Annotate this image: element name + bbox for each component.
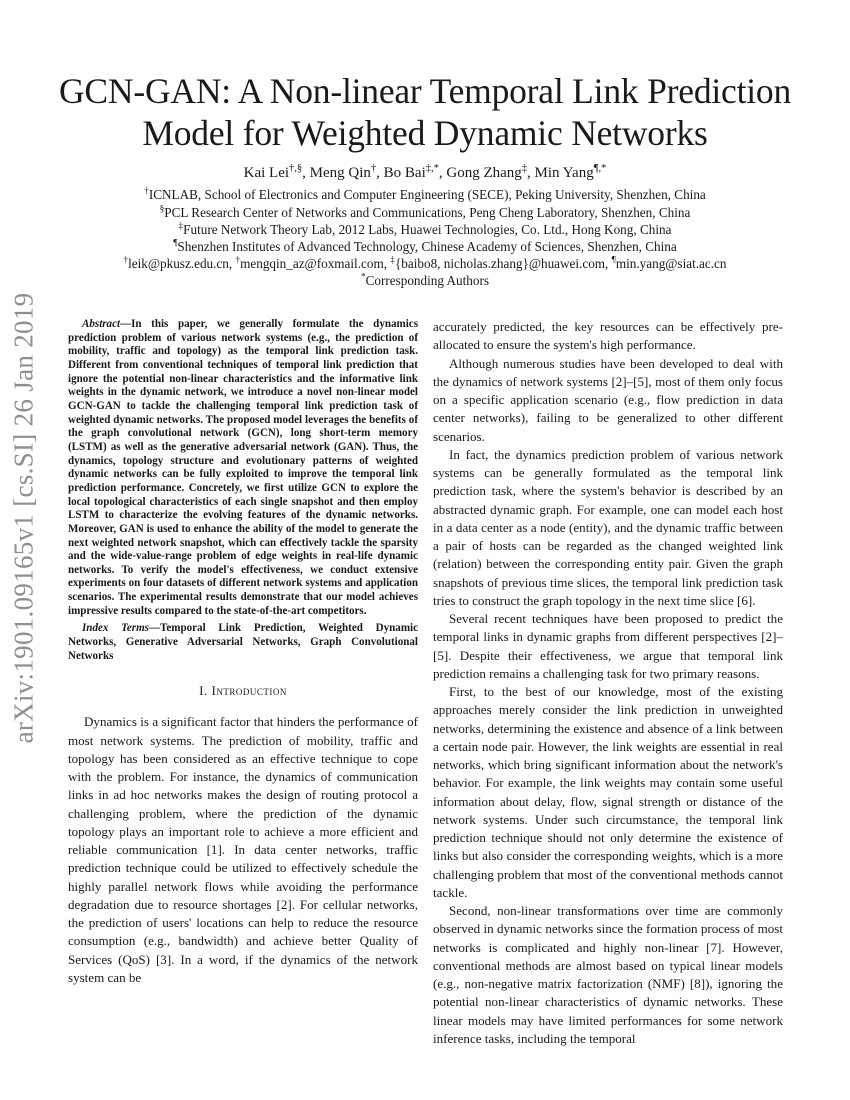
section-numeral: I. [199, 683, 212, 699]
abstract-text: —In this paper, we generally formulate the dynamics prediction problem of various network systems (e.g., the prediction of mobility, traffic and topology) as the temporal link prediction task. Different from conventional techniques of temporal link prediction that ignore the potential non-linear characteristics and the informative link weights in the dynamic network, we introduce a novel non-linear model GCN-GAN to tackle the challenging temporal link prediction task of weighted dynamic networks. The proposed model leverages the benefits of the graph convolutional network (GCN), long short-term memory (LSTM) as well as the generative adversarial network (GAN). Thus, the dynamics, topology structure and evolutionary patterns of weighted dynamic networks can be fully exploited to improve the temporal link prediction performance. Concretely, we first utilize GCN to explore the local topological characteristics of each single snapshot and then employ LSTM to characterize the evolving features of the dynamic networks. Moreover, GAN is used to enhance the ability of the model to generate the next weighted network snapshot, which can effectively tackle the sparsity and the wide-value-range problem of edge weights in real-life dynamic networks. To verify the model's effectiveness, we conduct extensive experiments on four datasets of different network systems and application scenarios. The experimental results demonstrate that our model achieves impressive results compared to the state-of-the-art competitors. [68, 318, 418, 617]
index-terms [68, 622, 418, 663]
email-address: {baibo8, nicholas.zhang}@huawei.com, [394, 256, 612, 271]
author-name: Bo Bai [383, 165, 426, 181]
affiliation-text: Shenzhen Institutes of Advanced Technology, Chinese Academy of Sciences, Shenzhen, China [177, 239, 677, 254]
affiliation-3 [60, 221, 790, 238]
affil-mark: ‡ [390, 254, 395, 265]
author-affil-mark: ¶,* [593, 163, 607, 174]
affil-mark: † [144, 185, 149, 196]
author-name: Gong Zhang [446, 165, 522, 181]
author-name: Min Yang [534, 165, 594, 181]
affil-mark: ¶ [611, 254, 616, 265]
right-column [433, 318, 783, 1048]
body-paragraph: Dynamics is a significant factor that hinders the performance of most network systems. The prediction of mobility, traffic and topology has been considered as an effective technique to cope with the problem. For instance, the dynamics of communication links in ad hoc networks makes the design of routing protocol a challenging problem, where the prediction of the dynamic topology plays an important role to achieve a more efficient and reliable communication [1]. In data center networks, traffic prediction technique could be utilized to effectively schedule the highly parallel network flows while avoiding the performance degradation due to resource shortages [2]. For cellular networks, the prediction of users' locations can help to reduce the resource consumption (e.g., bandwidth) and achieve better Quality of Services (QoS) [3]. In a word, if the dynamics of the network system can be [68, 714, 418, 985]
affiliation-text: Future Network Theory Lab, 2012 Labs, Huawei Technologies, Co. Ltd., Hong Kong, China [183, 222, 672, 237]
corresponding-text: Corresponding Authors [365, 273, 490, 288]
email-address: mengqin_az@foxmail.com, [240, 256, 391, 271]
body-paragraph: First, to the best of our knowledge, most of the existing approaches merely consider the link prediction in unweighted networks, determining the existence and absence of a link between a certain node pair. However, the link weights are essential in real networks, which bring significant information about the network's behavior. For example, the link weights may contain some useful information about delay, flow, signal strength or distance of the network systems. Under such circumstance, the temporal link prediction technique should not only determine the existence of links but also consider the corresponding weights, which is a more challenging problem that most of the conventional methods cannot tackle. [433, 684, 783, 900]
body-paragraph: Several recent techniques have been proposed to predict the temporal links in dynamic graphs from different perspectives [2]–[5]. Despite their effectiveness, we argue that temporal link prediction remains a challenging task for two primary reasons. [433, 611, 783, 681]
affiliation-4 [60, 238, 790, 255]
arxiv-identifier-text: arXiv:1901.09165v1 [cs.SI] 26 Jan 2019 [8, 292, 39, 744]
index-terms-text: —Temporal Link Prediction, Weighted Dynamic Networks, Generative Adversarial Networks, Graph Convolutional Networks [68, 622, 418, 662]
section-heading-introduction [68, 683, 418, 699]
left-column [68, 318, 418, 987]
body-paragraph: In fact, the dynamics prediction problem of various network systems can be generally formulated as the temporal link prediction task, where the system's behavior is described by an abstracted dynamic graph. For example, one can model each host in a data center as a node (entity), and the dynamic traffic between a pair of hosts can be regarded as the changed weighted link (relation) between the corresponding entity pair. Given the graph snapshots of previous time slices, the temporal link prediction task tries to construct the graph topology in the next time slice [6]. [433, 446, 783, 608]
abstract-label: Abstract [82, 318, 121, 330]
author-affil-mark: ‡,* [425, 163, 439, 174]
affiliation-text: PCL Research Center of Networks and Communications, Peng Cheng Laboratory, Shenzhen, China [164, 205, 691, 220]
title-line-1: GCN-GAN: A Non-linear Temporal Link Prediction [58, 71, 792, 111]
corresponding-mark: * [360, 271, 366, 282]
body-paragraph: Although numerous studies have been developed to deal with the dynamics of network systems [2]–[5], most of them only focus on a specific application scenario (e.g., flow prediction in data center networks), failing to be generalized to other different scenarios. [433, 355, 783, 444]
affil-mark: ‡ [178, 220, 184, 231]
author-list: Kai Lei†,§, Meng Qin†, Bo Bai‡,*, Gong Zhang‡, Min Yang¶,* [243, 163, 607, 181]
affiliation-2 [60, 204, 790, 221]
section-title: Introduction [211, 683, 287, 699]
author-affil-mark: †,§ [289, 163, 303, 174]
body-paragraph-continuation: accurately predicted, the key resources can be effectively pre-allocated to ensure the system's high performance. [433, 319, 783, 353]
affiliation-text: ICNLAB, School of Electronics and Computer Engineering (SECE), Peking University, Shenzhen, China [148, 187, 706, 202]
author-affil-mark: † [370, 163, 377, 174]
author-name: Kai Lei [243, 165, 290, 181]
email-address: min.yang@siat.ac.cn [615, 256, 727, 271]
email-list [60, 255, 790, 272]
arxiv-identifier [4, 283, 44, 753]
affil-mark: § [159, 203, 165, 214]
affil-mark: ¶ [173, 237, 178, 248]
abstract [68, 318, 418, 618]
body-paragraph: Second, non-linear transformations over time are commonly observed in dynamic networks since the formation process of most networks is complicated and highly non-linear [7]. However, conventional methods are almost based on typical linear models (e.g., non-negative matrix factorization (NMF) [8]), ignoring the potential non-linear characteristics of dynamic networks. These linear models may have limited performances for some network inference tasks, including the temporal [433, 903, 783, 1046]
paper-title [40, 70, 810, 154]
title-line-2: Model for Weighted Dynamic Networks [142, 113, 708, 153]
affil-mark: † [123, 254, 129, 265]
affiliation-1 [60, 186, 790, 203]
index-terms-label: Index Terms [82, 622, 149, 635]
affil-mark: † [235, 254, 241, 265]
corresponding-note [60, 272, 790, 289]
author-affil-mark: ‡ [521, 163, 528, 174]
author-name: Meng Qin [309, 165, 371, 181]
email-address: leik@pkusz.edu.cn, [128, 256, 236, 271]
